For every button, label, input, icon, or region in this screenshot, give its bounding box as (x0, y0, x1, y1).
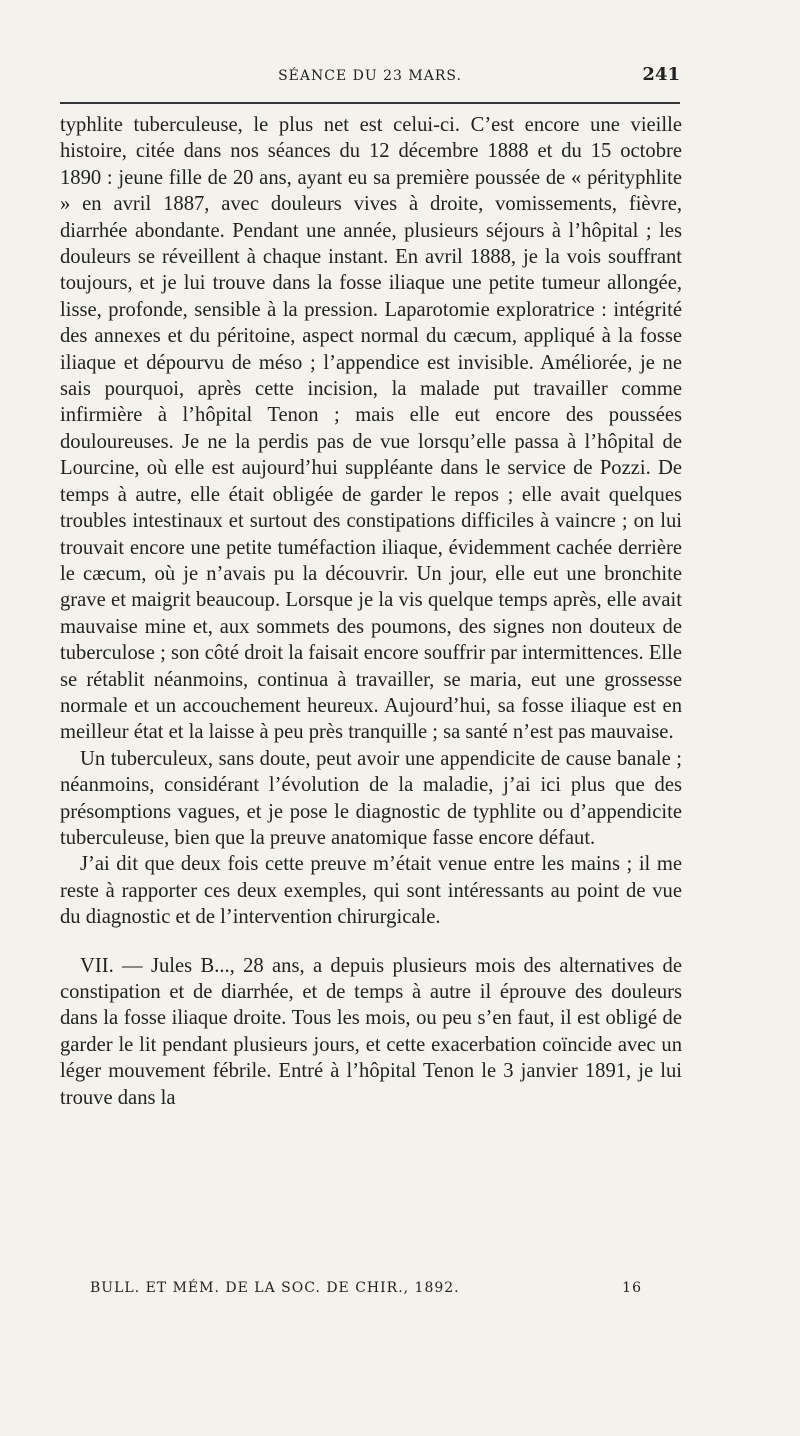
footer-citation: BULL. ET MÉM. DE LA SOC. DE CHIR., 1892. (90, 1280, 460, 1296)
running-head: SÉANCE DU 23 MARS. (278, 68, 462, 84)
page-footer (90, 1280, 650, 1304)
paragraph-case-vii: VII. — Jules B..., 28 ans, a depuis plusieurs mois des alternatives de constipation et de diarrhée, et de temps à autre il éprouve des douleurs dans la fosse iliaque droite. Tous les mois, ou peu s’en faut, il est obligé de garder le lit pendant plusieurs jours, et cette exacerbation coïncide avec un léger mouvement fébrile. Entré à l’hôpital Tenon le 3 janvier 1891, je lui trouve dans la (60, 954, 682, 1109)
page-number: 241 (642, 64, 680, 85)
paragraph-3: J’ai dit que deux fois cette preuve m’était venue entre les mains ; il me reste à rapporter ces deux exemples, qui sont intéressants au point de vue du diagnostic et de l’intervention chirurgicale. (60, 853, 682, 929)
signature-mark: 16 (622, 1280, 642, 1296)
page-header (60, 64, 680, 94)
paragraph-1: typhlite tuberculeuse, le plus net est celui-ci. C’est encore une vieille histoire, citée dans nos séances du 12 décembre 1888 et du 15 octobre 1890 : jeune fille de 20 ans, ayant eu sa première poussée de « pérityphlite » en avril 1887, avec douleurs vives à droite, vomissements, fièvre, diarrhée abondante. Pendant une année, plusieurs séjours à l’hôpital ; les douleurs se réveillent à chaque instant. En avril 1888, je la vois souffrant toujours, et je lui trouve dans la fosse iliaque une petite tumeur allongée, lisse, profonde, sensible à la pression. Laparotomie exploratrice : intégrité des annexes et du péritoine, aspect normal du cæcum, appliqué à la fosse iliaque et dépourvu de méso ; l’appendice est invisible. Améliorée, je ne sais pourquoi, après cette incision, la malade put travailler comme infirmière à l’hôpital Tenon ; mais elle eut encore des poussées douloureuses. Je ne la perdis pas de vue lorsqu’elle passa à l’hôpital de Lourcine, où elle est aujourd’hui suppléante dans le service de Pozzi. De temps à autre, elle était obligée de garder le repos ; elle avait quelques troubles intestinaux et surtout des constipations difficiles à vaincre ; on lui trouvait encore une petite tuméfaction iliaque, évidemment cachée derrière le cæcum, où je n’avais pu la découvrir. Un jour, elle eut une bronchite grave et maigrit beaucoup. Lorsque je la vis quelque temps après, elle avait mauvaise mine et, aux sommets des poumons, des signes non douteux de tuberculose ; son côté droit la faisait encore souffrir par intermittences. Elle se rétablit néanmoins, continua à travailler, se maria, eut une grossesse normale et un accouchement heureux. Aujourd’hui, sa fosse iliaque est en meilleur état et la laisse à peu près tranquille ; sa santé n’est pas mauvaise. (60, 114, 682, 744)
paragraph-2: Un tuberculeux, sans doute, peut avoir une appendicite de cause banale ; néanmoins, considérant l’évolution de la maladie, j’ai ici plus que des présomptions vagues, et je pose le diagnostic de typhlite ou d’appendicite tuberculeuse, bien que la preuve anatomique fasse encore défaut. (60, 747, 682, 849)
header-rule (60, 102, 680, 104)
body-text (60, 112, 682, 1111)
